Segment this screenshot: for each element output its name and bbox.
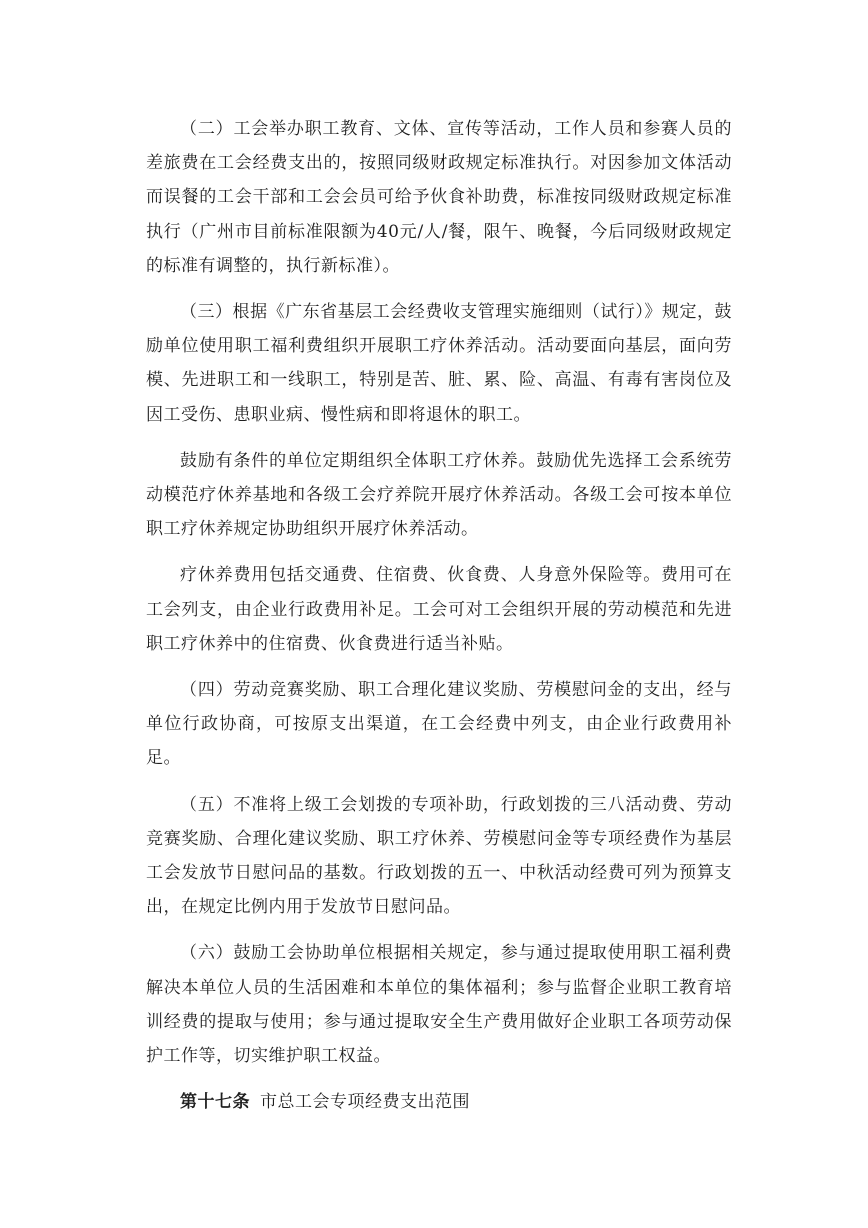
document-body	[146, 112, 732, 1119]
paragraph-5: （五）不准将上级工会划拨的专项补助，行政划拨的三八活动费、劳动竞赛奖励、合理化建议奖励、职工疗休养、劳模慰问金等专项经费作为基层工会发放节日慰问品的基数。行政划拨的五一、中秋活动经费可列为预算支出，在规定比例内用于发放节日慰问品。	[146, 794, 732, 918]
paragraph-encourage: 鼓励有条件的单位定期组织全体职工疗休养。鼓励优先选择工会系统劳动模范疗休养基地和各级工会疗养院开展疗休养活动。各级工会可按本单位职工疗休养规定协助组织开展疗休养活动。	[146, 450, 732, 540]
paragraph-costs: 疗休养费用包括交通费、住宿费、伙食费、人身意外保险等。费用可在工会列支，由企业行政费用补足。工会可对工会组织开展的劳动模范和先进职工疗休养中的住宿费、伙食费进行适当补贴。	[146, 565, 732, 654]
article-heading	[146, 1085, 732, 1119]
article-number: 第十七条	[180, 1092, 250, 1113]
paragraph-6: （六）鼓励工会协助单位根据相关规定，参与通过提取使用职工福利费解决本单位人员的生活困难和本单位的集体福利；参与监督企业职工教育培训经费的提取与使用；参与通过提取安全生产费用做好企业职工各项劳动保护工作等，切实维护职工权益。	[146, 943, 732, 1067]
article-title: 市总工会专项经费支出范围	[260, 1092, 470, 1113]
paragraph-4: （四）劳动竞赛奖励、职工合理化建议奖励、劳模慰问金的支出，经与单位行政协商，可按原支出渠道，在工会经费中列支，由企业行政费用补足。	[146, 680, 732, 769]
paragraph-3: （三）根据《广东省基层工会经费收支管理实施细则（试行）》规定，鼓励单位使用职工福利费组织开展职工疗休养活动。活动要面向基层，面向劳模、先进职工和一线职工，特别是苦、脏、累、险、高温、有毒有害岗位及因工受伤、患职业病、慢性病和即将退休的职工。	[146, 302, 732, 425]
paragraph-2: （二）工会举办职工教育、文体、宣传等活动，工作人员和参赛人员的差旅费在工会经费支出的，按照同级财政规定标准执行。对因参加文体活动而误餐的工会干部和工会会员可给予伙食补助费，标准按同级财政规定标准执行（广州市目前标准限额为40元/人/餐，限午、晚餐，今后同级财政规定的标准有调整的，执行新标准）。	[146, 119, 732, 276]
